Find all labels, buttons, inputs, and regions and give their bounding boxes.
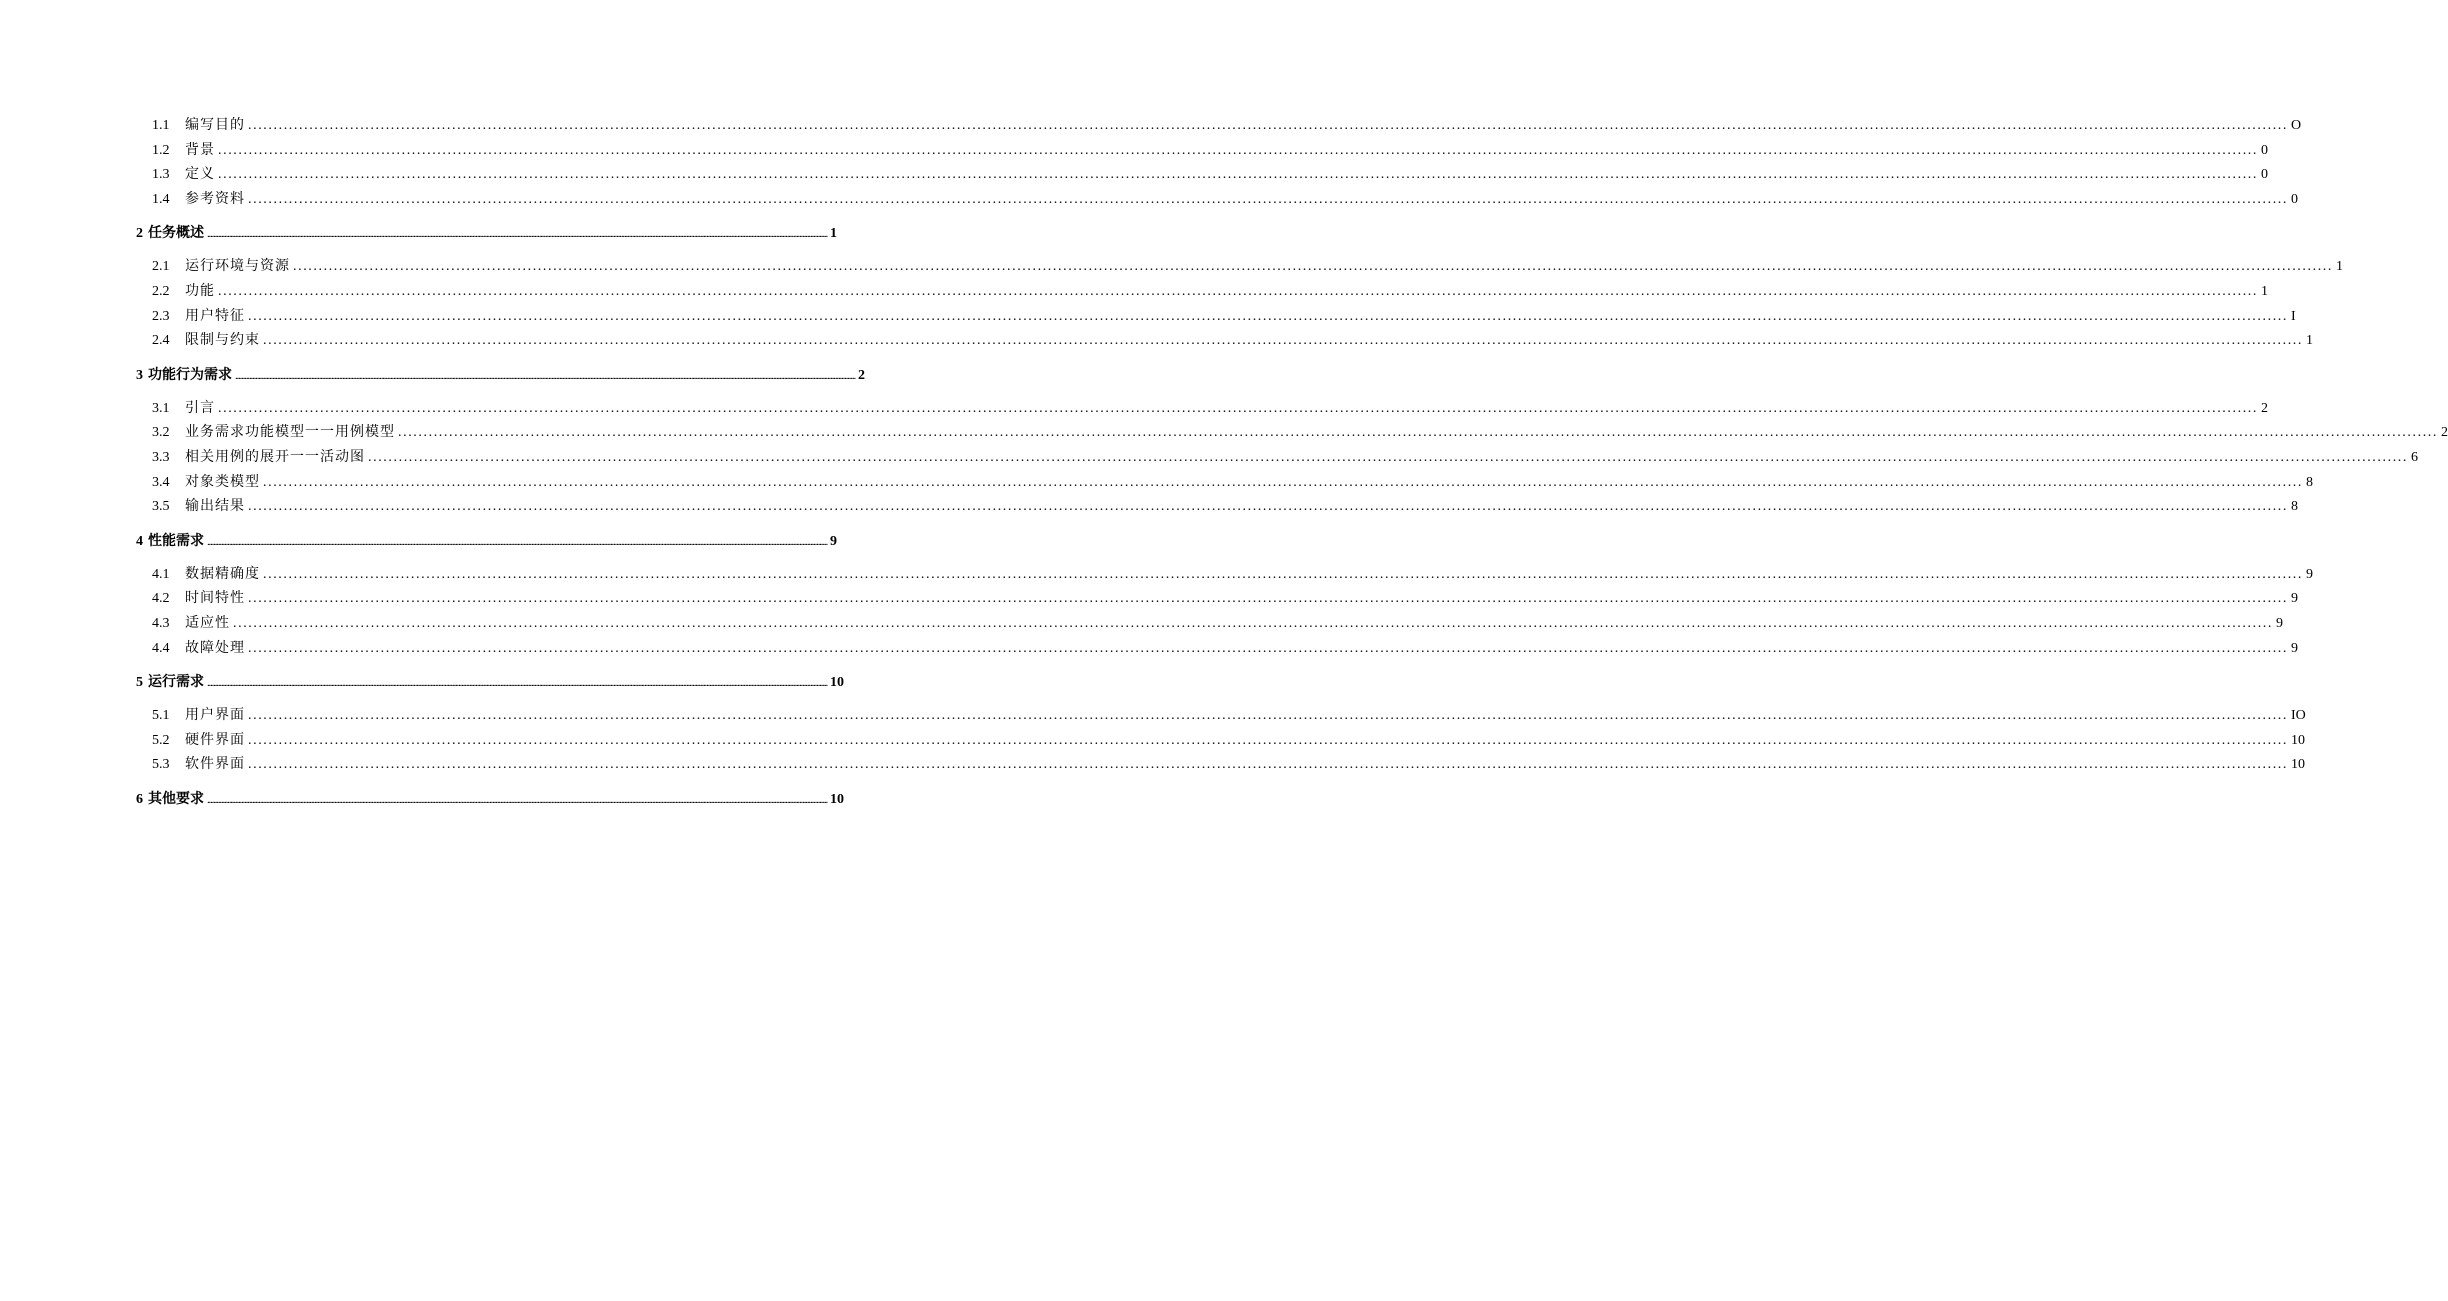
table-of-contents <box>136 114 2448 821</box>
toc-page-number: 9 <box>2276 615 2283 631</box>
toc-page-number: 2 <box>2441 425 2448 441</box>
toc-dot-leader: ................................................................................................................................................................................................................................................................................................................................................................................................................ <box>398 425 2438 441</box>
toc-entry-title: 任务概述 <box>148 226 204 242</box>
toc-entry-number: 6 <box>136 791 143 807</box>
toc-dot-leader: ................................................................................................................................................................................................................................................................................................................................................................................................................ <box>248 308 2288 324</box>
toc-page-number: 9 <box>2306 566 2313 582</box>
toc-dot-leader: ................................................................................................................................................................................................................................................................................................................................................................................................................ <box>248 732 2288 748</box>
toc-page-number: 9 <box>2291 640 2298 656</box>
toc-section-entry[interactable] <box>136 255 2343 280</box>
toc-entry-title: 用户界面 <box>185 708 245 724</box>
toc-dot-leader: ................................................................................................................................................................................................................................................................................................................................................................................................................ <box>263 566 2303 582</box>
toc-list <box>136 114 2448 812</box>
toc-entry-title: 运行需求 <box>148 675 204 691</box>
toc-page-number: 10 <box>2291 732 2305 748</box>
toc-dot-leader: ................................................................................................................................................................................................................................................................................................................................................................................................................ <box>218 142 2258 158</box>
toc-dot-leader: ................................................................................................................................................................................................................................................................................................................................................................................................................ <box>248 191 2288 207</box>
toc-dot-leader: ................................................................................................................................................................................................................................................................................................................................................................................................................ <box>207 535 828 548</box>
toc-entry-number: 4.1 <box>152 566 170 582</box>
toc-entry-number: 1.2 <box>152 142 170 158</box>
toc-section-entry[interactable] <box>136 446 2418 471</box>
toc-entry-number: 1.3 <box>152 167 170 183</box>
toc-section-entry[interactable] <box>136 729 2305 754</box>
toc-entry-number: 2.2 <box>152 283 170 299</box>
toc-page-number: 8 <box>2306 474 2313 490</box>
toc-entry-title: 其他要求 <box>148 791 204 807</box>
toc-entry-title: 软件界面 <box>185 757 245 773</box>
toc-chapter-entry[interactable] <box>136 787 845 812</box>
toc-entry-title: 时间特性 <box>185 591 245 607</box>
toc-section-entry[interactable] <box>136 637 2298 662</box>
toc-entry-title: 参考资料 <box>185 191 245 207</box>
toc-page-number: IO <box>2291 708 2306 724</box>
toc-section-entry[interactable] <box>136 305 2296 330</box>
toc-entry-number: 3.5 <box>152 499 170 515</box>
toc-dot-leader: ................................................................................................................................................................................................................................................................................................................................................................................................................ <box>248 640 2288 656</box>
toc-entry-number: 2 <box>136 226 143 242</box>
toc-chapter-entry[interactable] <box>136 221 838 246</box>
toc-entry-number: 3.4 <box>152 474 170 490</box>
toc-section-entry[interactable] <box>136 397 2268 422</box>
toc-entry-title: 运行环境与资源 <box>185 259 290 275</box>
toc-section-entry[interactable] <box>136 563 2313 588</box>
toc-entry-title: 适应性 <box>185 615 230 631</box>
toc-dot-leader: ................................................................................................................................................................................................................................................................................................................................................................................................................ <box>218 283 2258 299</box>
toc-dot-leader: ................................................................................................................................................................................................................................................................................................................................................................................................................ <box>233 615 2273 631</box>
toc-dot-leader: ................................................................................................................................................................................................................................................................................................................................................................................................................ <box>207 677 828 690</box>
toc-entry-title: 限制与约束 <box>185 333 260 349</box>
toc-entry-title: 用户特征 <box>185 308 245 324</box>
toc-entry-number: 3.1 <box>152 400 170 416</box>
toc-page-number: 0 <box>2261 167 2268 183</box>
toc-entry-title: 性能需求 <box>148 533 204 549</box>
toc-entry-title: 背景 <box>185 142 215 158</box>
toc-entry-title: 引言 <box>185 400 215 416</box>
toc-section-entry[interactable] <box>136 139 2268 164</box>
toc-page-number: 10 <box>2291 757 2305 773</box>
toc-section-entry[interactable] <box>136 114 2302 139</box>
toc-section-entry[interactable] <box>136 587 2298 612</box>
toc-page-number: 10 <box>830 791 845 807</box>
toc-entry-title: 定义 <box>185 167 215 183</box>
toc-entry-title: 输出结果 <box>185 499 245 515</box>
toc-dot-leader: ................................................................................................................................................................................................................................................................................................................................................................................................................ <box>235 369 856 382</box>
toc-entry-number: 4 <box>136 533 143 549</box>
toc-entry-title: 功能行为需求 <box>148 367 232 383</box>
toc-page-number: I <box>2291 308 2296 324</box>
toc-section-entry[interactable] <box>136 280 2268 305</box>
toc-dot-leader: ................................................................................................................................................................................................................................................................................................................................................................................................................ <box>218 167 2258 183</box>
toc-section-entry[interactable] <box>136 421 2448 446</box>
toc-page-number: 8 <box>2291 499 2298 515</box>
toc-entry-number: 4.4 <box>152 640 170 656</box>
toc-page-number: 10 <box>830 675 845 691</box>
toc-section-entry[interactable] <box>136 753 2305 778</box>
toc-entry-number: 3 <box>136 367 143 383</box>
toc-dot-leader: ................................................................................................................................................................................................................................................................................................................................................................................................................ <box>207 793 828 806</box>
toc-dot-leader: ................................................................................................................................................................................................................................................................................................................................................................................................................ <box>248 757 2288 773</box>
toc-section-entry[interactable] <box>136 329 2313 354</box>
toc-page-number: 1 <box>2306 333 2313 349</box>
toc-dot-leader: ................................................................................................................................................................................................................................................................................................................................................................................................................ <box>218 400 2258 416</box>
toc-page-number: 0 <box>2261 142 2268 158</box>
toc-section-entry[interactable] <box>136 163 2268 188</box>
toc-entry-number: 5.3 <box>152 757 170 773</box>
toc-chapter-entry[interactable] <box>136 670 845 695</box>
toc-entry-number: 2.4 <box>152 333 170 349</box>
toc-entry-number: 1.4 <box>152 191 170 207</box>
toc-entry-number: 2.1 <box>152 259 170 275</box>
toc-page-number: 1 <box>2261 283 2268 299</box>
toc-dot-leader: ................................................................................................................................................................................................................................................................................................................................................................................................................ <box>263 474 2303 490</box>
toc-dot-leader: ................................................................................................................................................................................................................................................................................................................................................................................................................ <box>263 333 2303 349</box>
toc-entry-title: 功能 <box>185 283 215 299</box>
toc-section-entry[interactable] <box>136 704 2306 729</box>
toc-dot-leader: ................................................................................................................................................................................................................................................................................................................................................................................................................ <box>207 228 828 241</box>
toc-page-number: 9 <box>830 533 838 549</box>
toc-entry-title: 硬件界面 <box>185 732 245 748</box>
toc-page-number: O <box>2291 118 2302 133</box>
toc-dot-leader: ................................................................................................................................................................................................................................................................................................................................................................................................................ <box>248 591 2288 607</box>
toc-chapter-entry[interactable] <box>136 363 866 388</box>
toc-section-entry[interactable] <box>136 471 2313 496</box>
toc-page-number: 2 <box>2261 400 2268 416</box>
toc-entry-number: 5 <box>136 675 143 691</box>
toc-entry-number: 4.2 <box>152 591 170 607</box>
toc-entry-number: 5.2 <box>152 732 170 748</box>
toc-dot-leader: ................................................................................................................................................................................................................................................................................................................................................................................................................ <box>368 449 2408 465</box>
toc-dot-leader: ................................................................................................................................................................................................................................................................................................................................................................................................................ <box>248 708 2288 724</box>
toc-entry-title: 故障处理 <box>185 640 245 656</box>
toc-section-entry[interactable] <box>136 612 2283 637</box>
toc-page-number: 1 <box>830 226 838 242</box>
toc-section-entry[interactable] <box>136 495 2298 520</box>
toc-entry-title: 数据精确度 <box>185 566 260 582</box>
toc-page-number: 1 <box>2336 259 2343 275</box>
toc-section-entry[interactable] <box>136 188 2298 213</box>
toc-dot-leader: ................................................................................................................................................................................................................................................................................................................................................................................................................ <box>293 259 2333 275</box>
toc-entry-number: 3.2 <box>152 425 170 441</box>
toc-entry-number: 1.1 <box>152 118 170 133</box>
toc-entry-title: 业务需求功能模型一一用例模型 <box>185 425 395 441</box>
toc-page-number: 2 <box>858 367 866 383</box>
toc-entry-number: 2.3 <box>152 308 170 324</box>
toc-page-number: 9 <box>2291 591 2298 607</box>
toc-page-number: 6 <box>2411 449 2418 465</box>
toc-dot-leader: ................................................................................................................................................................................................................................................................................................................................................................................................................ <box>248 499 2288 515</box>
toc-chapter-entry[interactable] <box>136 529 838 554</box>
toc-entry-number: 3.3 <box>152 449 170 465</box>
toc-page-number: 0 <box>2291 191 2298 207</box>
toc-entry-title: 编写目的 <box>185 118 245 133</box>
toc-entry-number: 4.3 <box>152 615 170 631</box>
toc-dot-leader: ................................................................................................................................................................................................................................................................................................................................................................................................................ <box>248 118 2288 133</box>
toc-entry-title: 对象类模型 <box>185 474 260 490</box>
toc-entry-number: 5.1 <box>152 708 170 724</box>
toc-entry-title: 相关用例的展开一一活动图 <box>185 449 365 465</box>
